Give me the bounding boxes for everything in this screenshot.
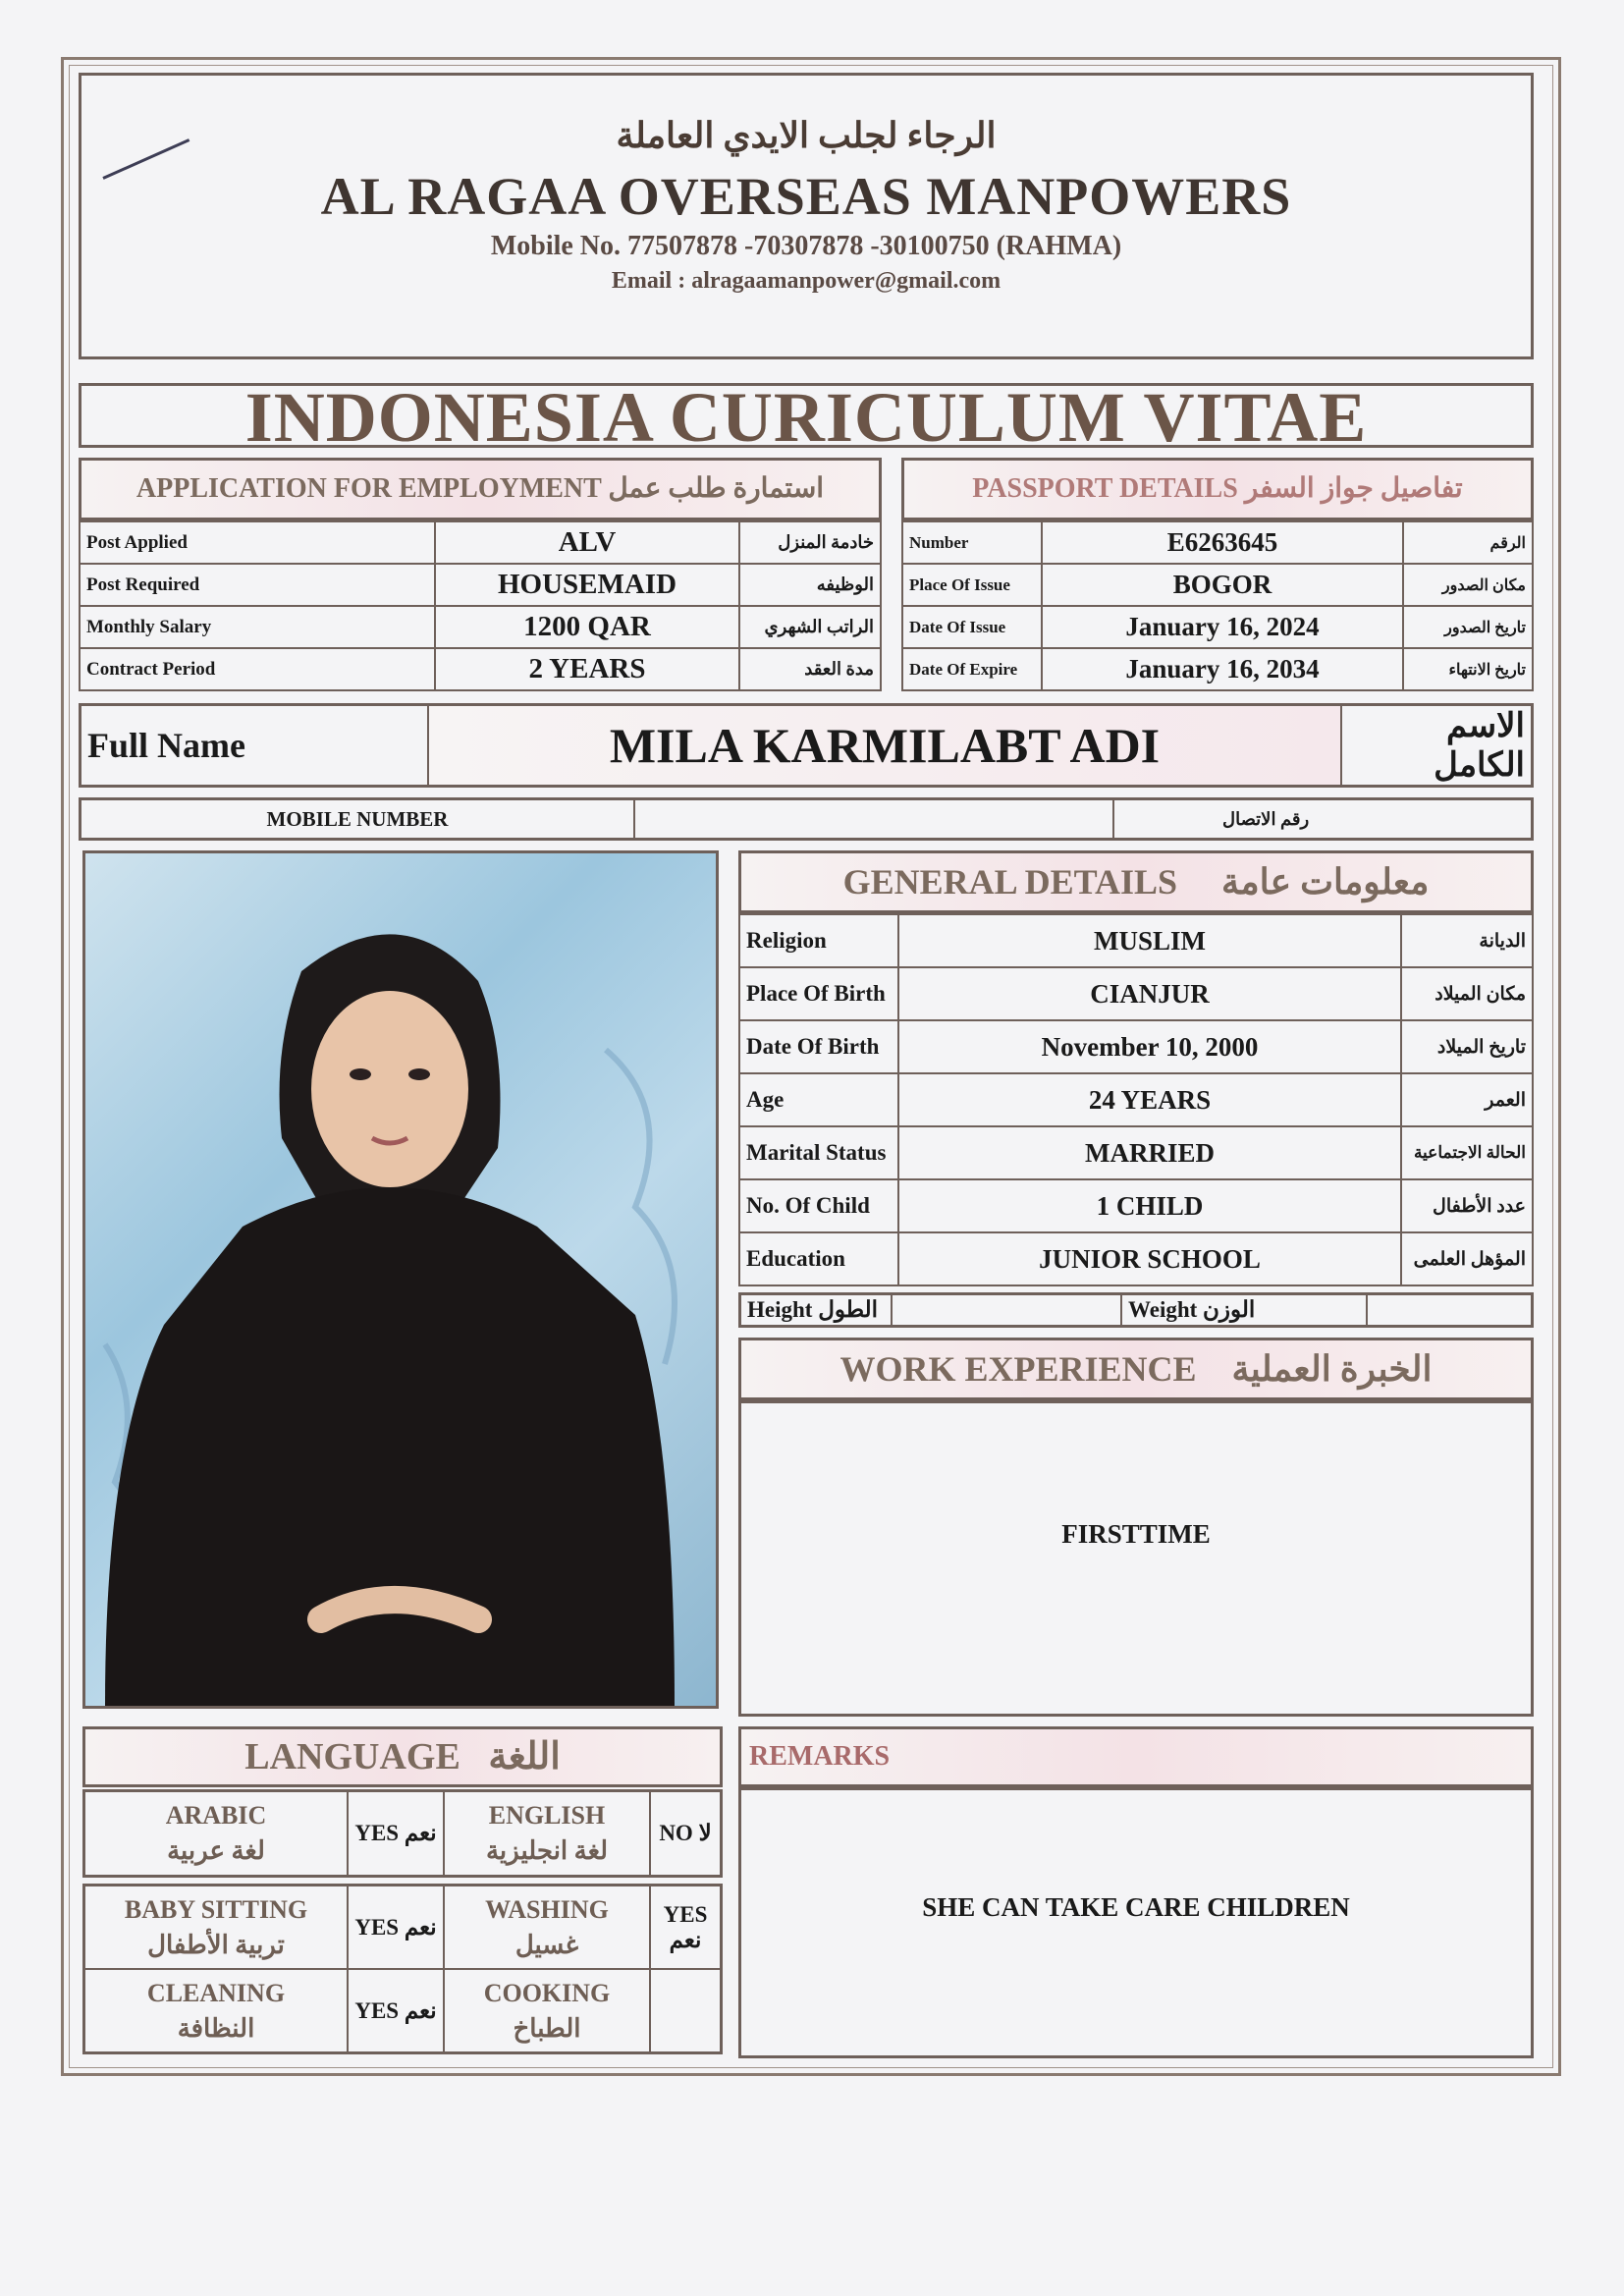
cv-title: INDONESIA CURICULUM VITAE [79,383,1534,448]
row-label-ar: الوظيفه [739,564,881,606]
cooking-answer [650,1969,722,2053]
cleaning-label: CLEANING [146,1978,286,2007]
cleaning-label-ar: النظافة [177,2013,255,2043]
company-arabic-name: الرجاء لجلب الايدي العاملة [616,116,997,155]
general-table [738,913,1534,1286]
remarks-heading: REMARKS [738,1726,1534,1787]
row-value: MARRIED [898,1126,1401,1179]
row-value: CIANJUR [898,967,1401,1020]
full-name-label: Full Name [81,705,429,787]
row-value: January 16, 2024 [1042,606,1403,648]
table-row [902,606,1533,648]
row-label-ar: الرقم [1403,521,1533,564]
row-value: 1 CHILD [898,1179,1401,1232]
row-label: Place Of Issue [902,564,1042,606]
passport-heading: PASSPORT DETAILS تفاصيل جواز السفر [901,458,1534,520]
mobile-number-label: MOBILE NUMBER [81,799,635,840]
row-label-ar: مدة العقد [739,648,881,690]
row-label: Place Of Birth [739,967,898,1020]
language-table [82,1789,723,1878]
english-answer: NO لا [650,1791,722,1877]
table-row [902,564,1533,606]
language-title-ar: اللغة [488,1736,561,1777]
arabic-label: ARABIC [165,1801,267,1830]
table-row [739,1126,1533,1179]
full-name-label-ar: الاسم الكامل [1341,705,1533,787]
row-label-ar: الحالة الاجتماعية [1401,1126,1533,1179]
remarks-text: SHE CAN TAKE CARE CHILDREN [922,1892,1350,1922]
row-value: E6263645 [1042,521,1403,564]
english-label-ar: لغة انجليزية [485,1836,609,1865]
row-label: Contract Period [80,648,435,690]
remarks-box [738,1787,1534,2058]
arabic-label-ar: لغة عربية [167,1836,265,1865]
table-row [80,648,881,690]
person-silhouette [85,853,716,1706]
height-weight-row [738,1292,1534,1328]
cooking-label: COOKING [483,1978,611,2007]
table-row [739,1179,1533,1232]
row-label-ar: تاريخ الميلاد [1401,1020,1533,1073]
row-value: November 10, 2000 [898,1020,1401,1073]
row-label: Age [739,1073,898,1126]
applicant-photo [82,850,719,1709]
mobile-number-value [634,799,1113,840]
row-label-ar: الراتب الشهري [739,606,881,648]
arabic-answer: YES نعم [348,1791,444,1877]
row-value: ALV [435,521,739,564]
work-experience-box [738,1400,1534,1717]
english-label: ENGLISH [488,1801,606,1830]
passport-table [901,520,1534,691]
table-row [739,1020,1533,1073]
row-label: Date Of Expire [902,648,1042,690]
work-heading [738,1338,1534,1400]
mobile-number-row [79,797,1534,841]
baby-sitting-label: BABY SITTING [124,1894,308,1924]
row-label-ar: الديانة [1401,914,1533,967]
height-value [892,1294,1121,1327]
row-label: Education [739,1232,898,1285]
weight-value [1367,1294,1533,1327]
row-label-ar: المؤهل العلمى [1401,1232,1533,1285]
table-row [80,564,881,606]
washing-cell [444,1886,650,1970]
arabic-language-cell [84,1791,349,1877]
row-label-ar: مكان الميلاد [1401,967,1533,1020]
table-row [739,967,1533,1020]
general-heading [738,850,1534,913]
row-label: No. Of Child [739,1179,898,1232]
row-label: Marital Status [739,1126,898,1179]
row-label-ar: تاريخ الانتهاء [1403,648,1533,690]
cooking-label-ar: الطباخ [513,2013,581,2043]
washing-answer: YES نعم [650,1886,722,1970]
baby-sitting-cell [84,1886,349,1970]
cooking-cell [444,1969,650,2053]
full-name-row [79,703,1534,788]
row-label-ar: مكان الصدور [1403,564,1533,606]
language-title: LANGUAGE [244,1736,460,1777]
row-label: Date Of Birth [739,1020,898,1073]
application-heading: APPLICATION FOR EMPLOYMENT استمارة طلب عمل [79,458,882,520]
baby-sitting-answer: YES نعم [348,1886,444,1970]
row-value: 1200 QAR [435,606,739,648]
application-table [79,520,882,691]
company-name: AL RAGAA OVERSEAS MANPOWERS [320,167,1292,226]
cleaning-cell [84,1969,349,2053]
row-label: Religion [739,914,898,967]
row-value: HOUSEMAID [435,564,739,606]
row-label-ar: عدد الأطفال [1401,1179,1533,1232]
row-value: 24 YEARS [898,1073,1401,1126]
company-mobile: Mobile No. 77507878 -70307878 -30100750 (RAHMA) [490,231,1122,261]
row-label: Post Required [80,564,435,606]
row-value: 2 YEARS [435,648,739,690]
table-row [80,606,881,648]
row-label-ar: العمر [1401,1073,1533,1126]
row-value: MUSLIM [898,914,1401,967]
row-label-ar: تاريخ الصدور [1403,606,1533,648]
mobile-number-label-ar: رقم الاتصال [1113,799,1533,840]
language-heading [82,1726,723,1787]
washing-label-ar: غسيل [514,1930,579,1959]
row-value: BOGOR [1042,564,1403,606]
skills-table [82,1884,723,2054]
row-value: JUNIOR SCHOOL [898,1232,1401,1285]
table-row [739,1232,1533,1285]
company-email: Email : alragaamanpower@gmail.com [611,268,1001,294]
work-experience-text: FIRSTTIME [1061,1519,1211,1549]
table-row [902,648,1533,690]
general-title: GENERAL DETAILS [842,862,1178,902]
row-label: Date Of Issue [902,606,1042,648]
row-label: Monthly Salary [80,606,435,648]
table-row [902,521,1533,564]
baby-sitting-label-ar: تربية الأطفال [147,1930,285,1959]
work-title: WORK EXPERIENCE [839,1349,1197,1389]
general-title-ar: معلومات عامة [1221,862,1430,902]
table-row [739,1073,1533,1126]
row-label: Number [902,521,1042,564]
row-label-ar: خادمة المنزل [739,521,881,564]
work-title-ar: الخبرة العملية [1231,1349,1433,1389]
full-name-value: MILA KARMILABT ADI [428,705,1341,787]
washing-label: WASHING [485,1894,609,1924]
height-label: Height الطول [740,1294,893,1327]
table-row [739,914,1533,967]
weight-label: Weight الوزن [1121,1294,1367,1327]
english-language-cell [444,1791,650,1877]
letterhead [79,73,1534,359]
row-label: Post Applied [80,521,435,564]
table-row [80,521,881,564]
cleaning-answer: YES نعم [348,1969,444,2053]
row-value: January 16, 2034 [1042,648,1403,690]
